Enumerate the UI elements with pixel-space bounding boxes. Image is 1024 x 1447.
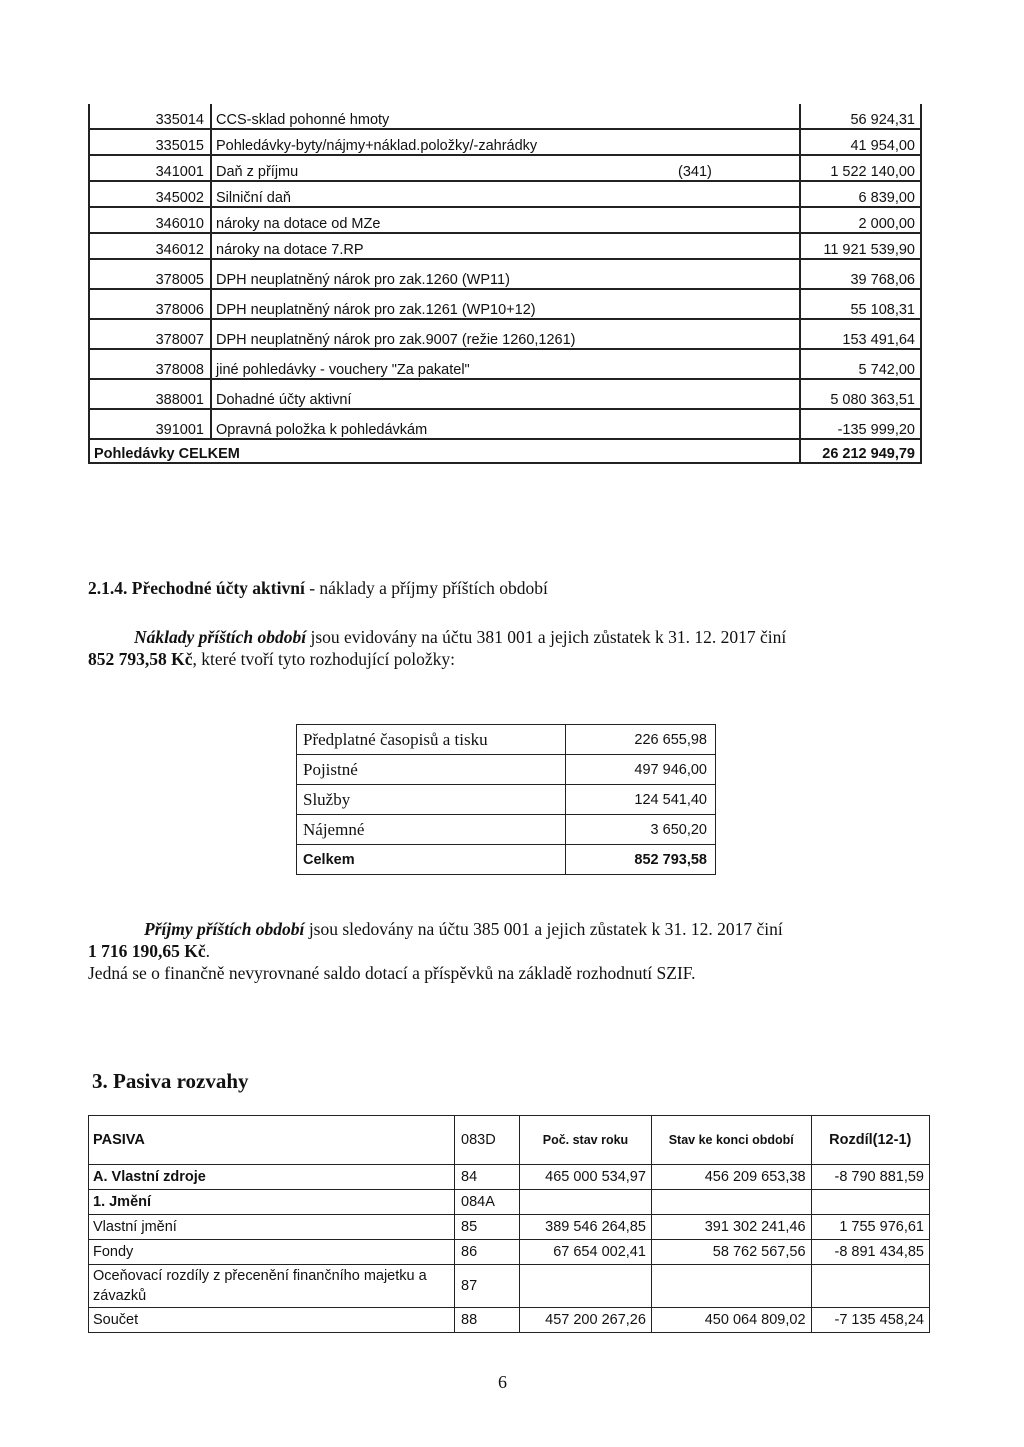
row-start bbox=[520, 1190, 652, 1215]
account-description bbox=[211, 379, 800, 409]
account-description bbox=[211, 104, 800, 129]
row-name: Fondy bbox=[89, 1240, 455, 1265]
table-row bbox=[89, 379, 921, 409]
account-code: 341001 bbox=[89, 155, 211, 181]
accrual-label: Nájemné bbox=[297, 815, 566, 845]
accrual-value: 124 541,40 bbox=[566, 785, 716, 815]
account-code: 346012 bbox=[89, 233, 211, 259]
account-text: jiné pohledávky - vouchery "Za pakatel" bbox=[216, 362, 470, 378]
pasiva-table bbox=[88, 1115, 930, 1333]
account-text: Silniční daň bbox=[216, 190, 291, 206]
account-value: 55 108,31 bbox=[800, 289, 921, 319]
total-row bbox=[297, 845, 716, 875]
account-text: Opravná položka k pohledávkám bbox=[216, 422, 428, 438]
heading-number: 2.1.4. bbox=[88, 578, 128, 598]
account-code: 378008 bbox=[89, 349, 211, 379]
paragraph-costs bbox=[88, 626, 938, 670]
row-name: Součet bbox=[89, 1308, 455, 1333]
account-code: 335015 bbox=[89, 129, 211, 155]
account-note: (341) bbox=[678, 164, 712, 180]
account-text: Dohadné účty aktivní bbox=[216, 392, 352, 408]
row-code: 86 bbox=[455, 1240, 520, 1265]
row-end bbox=[651, 1190, 811, 1215]
account-code: 378006 bbox=[89, 289, 211, 319]
account-description bbox=[211, 155, 800, 181]
account-text: Daň z příjmu bbox=[216, 164, 299, 180]
table-row bbox=[297, 725, 716, 755]
row-start: 465 000 534,97 bbox=[520, 1165, 652, 1190]
accruals-table bbox=[296, 724, 716, 875]
account-description bbox=[211, 409, 800, 439]
table-row bbox=[89, 1240, 930, 1265]
accrual-total-label: Celkem bbox=[297, 845, 566, 875]
costs-amount: 852 793,58 Kč bbox=[88, 649, 193, 669]
paragraph-income bbox=[88, 918, 938, 984]
account-value: 2 000,00 bbox=[800, 207, 921, 233]
table-row bbox=[89, 259, 921, 289]
header-start: Poč. stav roku bbox=[520, 1116, 652, 1165]
row-start: 67 654 002,41 bbox=[520, 1240, 652, 1265]
account-text: DPH neuplatněný nárok pro zak.1260 (WP11) bbox=[216, 272, 510, 288]
row-diff bbox=[811, 1265, 929, 1308]
account-value: 39 768,06 bbox=[800, 259, 921, 289]
account-text: Pohledávky-byty/nájmy+náklad.položky/-zahrádky bbox=[216, 138, 538, 154]
account-code: 391001 bbox=[89, 409, 211, 439]
table-row bbox=[297, 785, 716, 815]
account-description bbox=[211, 233, 800, 259]
account-value: -135 999,20 bbox=[800, 409, 921, 439]
account-value: 41 954,00 bbox=[800, 129, 921, 155]
account-text: DPH neuplatněný nárok pro zak.9007 (režie 1260,1261) bbox=[216, 332, 576, 348]
account-text: nároky na dotace 7.RP bbox=[216, 242, 364, 258]
row-diff: 1 755 976,61 bbox=[811, 1215, 929, 1240]
table-row bbox=[89, 289, 921, 319]
table-row bbox=[89, 349, 921, 379]
row-end: 450 064 809,02 bbox=[651, 1308, 811, 1333]
section-title-pasiva: 3. Pasiva rozvahy bbox=[92, 1069, 249, 1093]
account-description bbox=[211, 181, 800, 207]
costs-label: Náklady příštích období bbox=[134, 627, 307, 647]
account-description bbox=[211, 319, 800, 349]
income-dot: . bbox=[205, 941, 211, 961]
row-diff: -8 891 434,85 bbox=[811, 1240, 929, 1265]
header-end: Stav ke konci období bbox=[651, 1116, 811, 1165]
accrual-value: 497 946,00 bbox=[566, 755, 716, 785]
row-start bbox=[520, 1265, 652, 1308]
heading-bold: Přechodné účty aktivní bbox=[131, 578, 305, 598]
header-code: 083D bbox=[455, 1116, 520, 1165]
row-code: 88 bbox=[455, 1308, 520, 1333]
accrual-value: 3 650,20 bbox=[566, 815, 716, 845]
table-row bbox=[89, 104, 921, 129]
account-description bbox=[211, 289, 800, 319]
accrual-label: Služby bbox=[297, 785, 566, 815]
account-description bbox=[211, 349, 800, 379]
total-label: Pohledávky CELKEM bbox=[89, 439, 800, 463]
page-number: 6 bbox=[498, 1372, 507, 1392]
income-amount: 1 716 190,65 Kč bbox=[88, 941, 206, 961]
income-note: Jedná se o finančně nevyrovnané saldo dotací a příspěvků na základě rozhodnutí SZIF. bbox=[88, 963, 696, 983]
table-row bbox=[89, 181, 921, 207]
account-description bbox=[211, 129, 800, 155]
account-value: 5 742,00 bbox=[800, 349, 921, 379]
header-row bbox=[89, 1116, 930, 1165]
account-code: 378007 bbox=[89, 319, 211, 349]
table-row bbox=[89, 319, 921, 349]
account-value: 11 921 539,90 bbox=[800, 233, 921, 259]
accrual-total-value: 852 793,58 bbox=[566, 845, 716, 875]
account-code: 388001 bbox=[89, 379, 211, 409]
income-text: jsou sledovány na účtu 385 001 a jejich zůstatek k 31. 12. 2017 činí bbox=[304, 919, 783, 939]
account-description bbox=[211, 259, 800, 289]
accrual-label: Pojistné bbox=[297, 755, 566, 785]
account-value: 56 924,31 bbox=[800, 104, 921, 129]
accrual-value: 226 655,98 bbox=[566, 725, 716, 755]
section-heading-2-1-4 bbox=[88, 578, 548, 599]
accrual-label: Předplatné časopisů a tisku bbox=[297, 725, 566, 755]
row-name: 1. Jmění bbox=[89, 1190, 455, 1215]
account-value: 153 491,64 bbox=[800, 319, 921, 349]
row-diff bbox=[811, 1190, 929, 1215]
table-row bbox=[89, 1190, 930, 1215]
account-code: 335014 bbox=[89, 104, 211, 129]
income-label: Příjmy příštích období bbox=[144, 919, 305, 939]
row-code: 84 bbox=[455, 1165, 520, 1190]
row-end: 391 302 241,46 bbox=[651, 1215, 811, 1240]
table-row bbox=[297, 815, 716, 845]
row-diff: -8 790 881,59 bbox=[811, 1165, 929, 1190]
row-start: 389 546 264,85 bbox=[520, 1215, 652, 1240]
row-diff: -7 135 458,24 bbox=[811, 1308, 929, 1333]
heading-rest: - náklady a příjmy příštích období bbox=[304, 578, 548, 598]
account-code: 346010 bbox=[89, 207, 211, 233]
account-code: 378005 bbox=[89, 259, 211, 289]
account-value: 5 080 363,51 bbox=[800, 379, 921, 409]
account-text: CCS-sklad pohonné hmoty bbox=[216, 112, 390, 128]
receivables-table bbox=[88, 104, 922, 464]
table-row bbox=[297, 755, 716, 785]
total-value: 26 212 949,79 bbox=[800, 439, 921, 463]
header-pasiva: PASIVA bbox=[89, 1116, 455, 1165]
total-row bbox=[89, 439, 921, 463]
row-name: A. Vlastní zdroje bbox=[89, 1165, 455, 1190]
account-text: DPH neuplatněný nárok pro zak.1261 (WP10+12) bbox=[216, 302, 536, 318]
table-row bbox=[89, 1308, 930, 1333]
row-end bbox=[651, 1265, 811, 1308]
row-name: Vlastní jmění bbox=[89, 1215, 455, 1240]
table-row bbox=[89, 155, 921, 181]
table-row bbox=[89, 1165, 930, 1190]
table-row bbox=[89, 409, 921, 439]
row-code: 85 bbox=[455, 1215, 520, 1240]
row-code: 084A bbox=[455, 1190, 520, 1215]
header-diff: Rozdíl(12-1) bbox=[811, 1116, 929, 1165]
table-row bbox=[89, 129, 921, 155]
costs-rest: , které tvoří tyto rozhodující položky: bbox=[192, 649, 455, 669]
row-end: 58 762 567,56 bbox=[651, 1240, 811, 1265]
table-row bbox=[89, 1265, 930, 1308]
account-description bbox=[211, 207, 800, 233]
row-code: 87 bbox=[455, 1265, 520, 1308]
account-text: nároky na dotace od MZe bbox=[216, 216, 381, 232]
row-start: 457 200 267,26 bbox=[520, 1308, 652, 1333]
table-row bbox=[89, 207, 921, 233]
row-end: 456 209 653,38 bbox=[651, 1165, 811, 1190]
account-code: 345002 bbox=[89, 181, 211, 207]
costs-text: jsou evidovány na účtu 381 001 a jejich zůstatek k 31. 12. 2017 činí bbox=[306, 627, 787, 647]
table-row bbox=[89, 1215, 930, 1240]
row-name: Oceňovací rozdíly z přecenění finančního majetku a závazků bbox=[89, 1265, 455, 1308]
account-value: 1 522 140,00 bbox=[800, 155, 921, 181]
table-row bbox=[89, 233, 921, 259]
account-value: 6 839,00 bbox=[800, 181, 921, 207]
